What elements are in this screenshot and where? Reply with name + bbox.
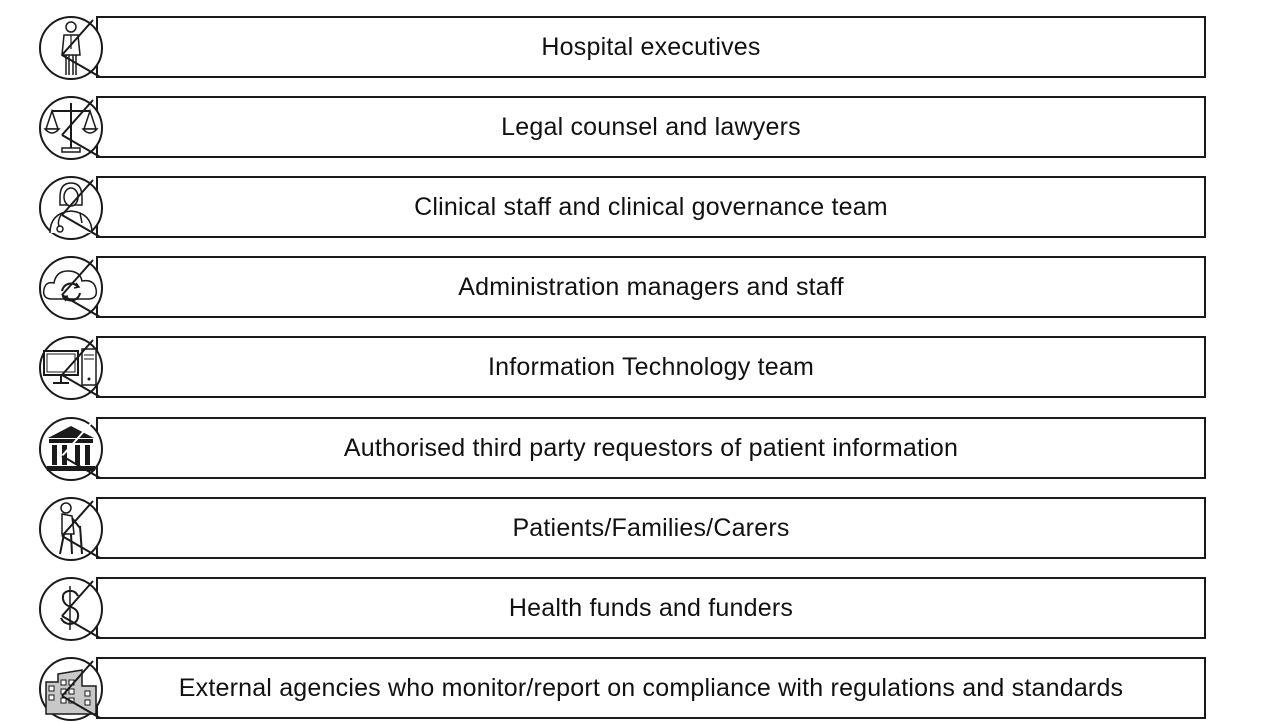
- stakeholder-row-legal: [38, 96, 1208, 160]
- stakeholder-label: Legal counsel and lawyers: [96, 96, 1206, 158]
- cloud-sync-icon: [38, 255, 104, 321]
- dollar-sign-icon: [38, 576, 104, 642]
- office-building-icon: [38, 656, 104, 722]
- stakeholder-row-patients: [38, 497, 1208, 561]
- desktop-computer-icon: [38, 335, 104, 401]
- stakeholder-row-third-party: [38, 417, 1208, 481]
- elderly-person-cane-icon: [38, 496, 104, 562]
- stakeholder-label: Authorised third party requestors of patient information: [96, 417, 1206, 479]
- scales-of-justice-icon: [38, 95, 104, 161]
- stakeholder-label: Clinical staff and clinical governance team: [96, 176, 1206, 238]
- stakeholder-label: Patients/Families/Carers: [96, 497, 1206, 559]
- stakeholder-label: Hospital executives: [96, 16, 1206, 78]
- stakeholder-row-hospital-executives: [38, 16, 1208, 80]
- businesswoman-icon: [38, 15, 104, 81]
- doctor-stethoscope-icon: [38, 175, 104, 241]
- stakeholder-row-it: [38, 336, 1208, 400]
- stakeholder-row-administration: [38, 256, 1208, 320]
- stakeholder-row-external-agencies: [38, 657, 1208, 721]
- stakeholder-label: Health funds and funders: [96, 577, 1206, 639]
- stakeholder-label: Information Technology team: [96, 336, 1206, 398]
- stakeholder-label: External agencies who monitor/report on compliance with regulations and standards: [96, 657, 1206, 719]
- stakeholder-row-clinical: [38, 176, 1208, 240]
- stakeholder-label: Administration managers and staff: [96, 256, 1206, 318]
- institution-building-icon: [38, 416, 104, 482]
- stakeholder-row-health-funds: [38, 577, 1208, 641]
